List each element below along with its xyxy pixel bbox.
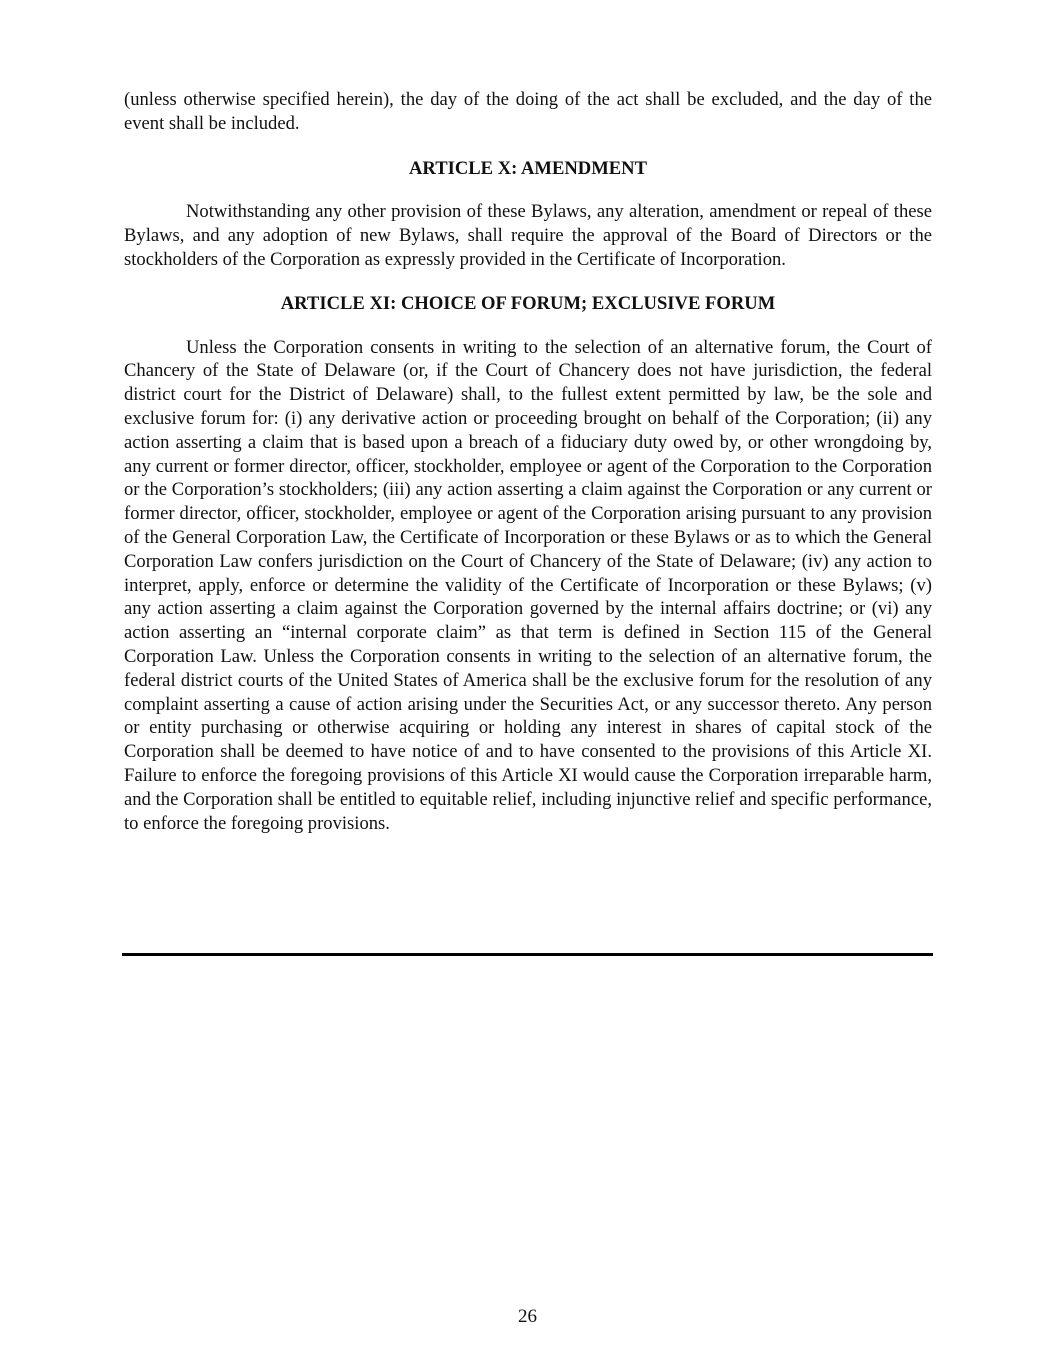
spacer [124, 272, 932, 292]
intro-paragraph: (unless otherwise specified herein), the day of the doing of the act shall be excluded, and the day of the event shall be included. [124, 89, 932, 134]
horizontal-rule [122, 953, 933, 956]
article-x-heading: ARTICLE X: AMENDMENT [409, 157, 647, 179]
article-xi-paragraph: Unless the Corporation consents in writing to the selection of an alternative forum, the Court of Chancery of the State of Delaware (or, if the Court of Chancery does not have jurisdiction, the federal district court for the District of Delaware) shall, to the fullest extent permitted by law, be the sole and exclusive forum for: (i) any derivative action or proceeding brought on behalf of the Corporation; (ii) any action asserting a claim that is based upon a breach of a fiduciary duty owed by, or other wrongdoing by, any current or former director, officer, stockholder, employee or agent of the Corporation to the Corporation or the Corporation’s stockholders; (iii) any action asserting a claim against the Corporation or any current or former director, officer, stockholder, employee or agent of the Corporation arising pursuant to any provision of the General Corporation Law, the Certificate of Incorporation or these Bylaws or as to which the General Corporation Law confers jurisdiction on the Court of Chancery of the State of Delaware; (iv) any action to interpret, apply, enforce or determine the validity of the Certificate of Incorporation or these Bylaws; (v) any action asserting a claim against the Corporation governed by the internal affairs doctrine; or (vi) any action asserting an “internal corporate claim” as that term is defined in Section 115 of the General Corporation Law. Unless the Corporation consents in writing to the selection of an alternative forum, the federal district courts of the United States of America shall be the exclusive forum for the resolution of any complaint asserting a cause of action arising under the Securities Act, or any successor thereto. Any person or entity purchasing or otherwise acquiring or holding any interest in shares of capital stock of the Corporation shall be deemed to have notice of and to have consented to the provisions of this Article XI. Failure to enforce the foregoing provisions of this Article XI would cause the Corporation irreparable harm, and the Corporation shall be entitled to equitable relief, including injunctive relief and specific performance, to enforce the foregoing provisions. [124, 336, 932, 834]
article-xi-heading: ARTICLE XI: CHOICE OF FORUM; EXCLUSIVE FORUM [280, 292, 776, 314]
spacer [124, 316, 932, 336]
spacer [124, 180, 932, 200]
spacer [124, 136, 932, 157]
article-x-paragraph: Notwithstanding any other provision of these Bylaws, any alteration, amendment or repeal of these Bylaws, and any adoption of new Bylaws, shall require the approval of the Board of Directors or the stockholders of the Corporation as expressly provided in the Certificate of Incorporation. [124, 201, 932, 270]
document-page [124, 88, 932, 835]
page-number: 26 [518, 1306, 537, 1327]
